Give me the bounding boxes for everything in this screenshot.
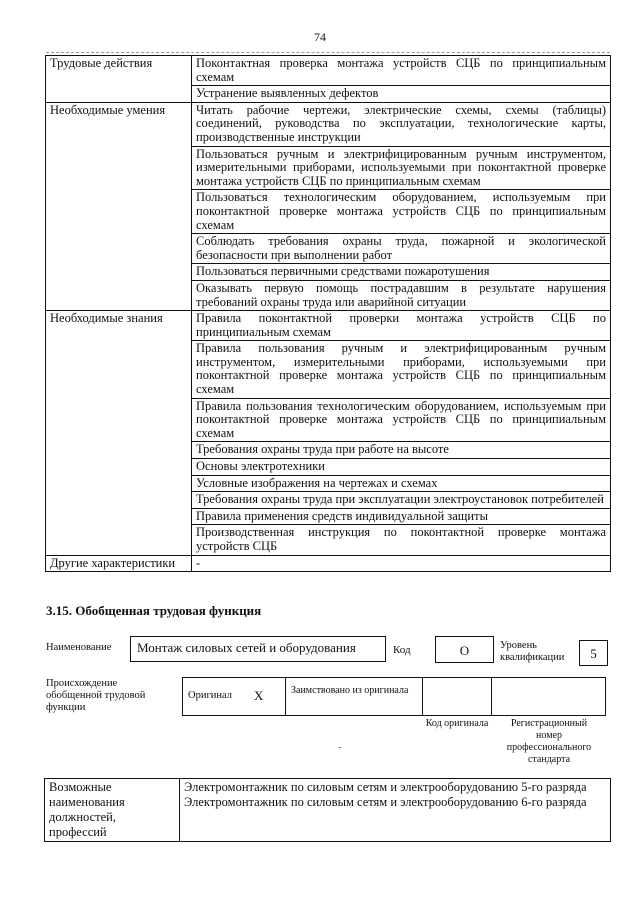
row-label: Необходимые знания (46, 311, 192, 556)
table-row (46, 555, 611, 572)
row-label: Необходимые умения (46, 102, 192, 310)
row-item: Пользоваться технологическим оборудованием, используемым при поконтактной проверке монтажа устройств СЦБ по принципиальным схемам (192, 190, 611, 234)
registration-caption: Регистрационный номер профессионального стандарта (506, 718, 592, 765)
borrowed-label: Заимствовано из оригинала (291, 685, 409, 696)
code-label: Код (393, 644, 411, 656)
row-item: - (192, 555, 611, 572)
positions-table (44, 778, 611, 842)
original-label: Оригинал (188, 690, 232, 701)
positions-label: Возможные наименования должностей, профессий (45, 779, 180, 842)
row-item: Пользоваться ручным и электрифицированным ручным инструментом, измерительными приборами, используемыми при поконтактной проверке монтажа устройств СЦБ по принципиальным схемам (192, 146, 611, 190)
row-item: Устранение выявленных дефектов (192, 86, 611, 103)
row-item: Правила применения средств индивидуальной защиты (192, 508, 611, 525)
code-box (435, 636, 494, 663)
row-item: Правила поконтактной проверки монтажа устройств СЦБ по принципиальным схемам (192, 311, 611, 341)
table-row (46, 56, 611, 86)
section-title: 3.15. Обобщенная трудовая функция (46, 603, 262, 618)
function-name-box (130, 636, 386, 662)
origin-divider-3 (491, 678, 492, 715)
row-item: Правила пользования технологическим оборудованием, используемым при поконтактной проверке монтажа устройств СЦБ по принципиальным схемам (192, 398, 611, 442)
row-item: Оказывать первую помощь пострадавшим в результате нарушения требований охраны труда или аварийной ситуации (192, 280, 611, 310)
row-label: Другие характеристики (46, 555, 192, 572)
row-item: Основы электротехники (192, 459, 611, 476)
level-box (579, 640, 608, 666)
row-item: Требования охраны труда при работе на высоте (192, 442, 611, 459)
position-item: Электромонтажник по силовым сетям и электрооборудованию 5-го разряда (184, 780, 587, 794)
row-item: Поконтактная проверка монтажа устройств СЦБ по принципиальным схемам (192, 56, 611, 86)
row-item: Требования охраны труда при эксплуатации электроустановок потребителей (192, 492, 611, 509)
name-label: Наименование (46, 642, 112, 653)
row-item: Соблюдать требования охраны труда, пожарной и экологической безопасности при выполнении работ (192, 234, 611, 264)
table-row (46, 102, 611, 146)
level-value: 5 (590, 646, 597, 661)
top-divider (46, 52, 610, 53)
table-row (46, 311, 611, 341)
stray-mark: - (338, 742, 342, 753)
original-mark: X (254, 688, 264, 703)
code-value: О (459, 643, 470, 658)
origin-label: Происхождение обобщенной трудовой функции (46, 678, 146, 713)
position-item: Электромонтажник по силовым сетям и электрооборудованию 6-го разряда (184, 795, 587, 809)
row-item: Правила пользования ручным и электрифицированным ручным инструментом, измерительными приборами, используемыми при поконтактной проверке монтажа устройств СЦБ по принципиальным схемам (192, 341, 611, 398)
row-item: Производственная инструкция по поконтактной проверке монтажа устройств СЦБ (192, 525, 611, 555)
page-number: 74 (314, 30, 326, 44)
function-name-value: Монтаж силовых сетей и оборудования (137, 640, 356, 655)
origin-divider-1 (285, 678, 286, 715)
origin-divider-2 (422, 678, 423, 715)
level-label: Уровень квалификации (500, 640, 565, 663)
competency-table (45, 55, 611, 572)
row-item: Читать рабочие чертежи, электрические схемы, схемы (таблицы) соединений, руководства по эксплуатации, технологические карты, производственные инструкции (192, 102, 611, 146)
code-caption: Код оригинала (425, 718, 489, 729)
positions-values (180, 779, 611, 842)
origin-row (182, 677, 606, 716)
row-item: Условные изображения на чертежах и схемах (192, 475, 611, 492)
row-item: Пользоваться первичными средствами пожаротушения (192, 264, 611, 281)
row-label: Трудовые действия (46, 56, 192, 103)
